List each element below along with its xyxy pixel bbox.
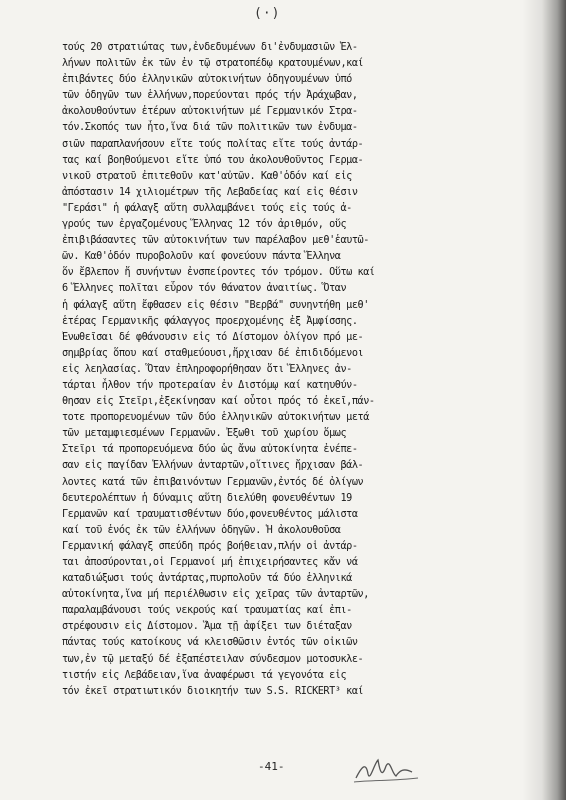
text-line: ἑτέρας Γερμανικῆς φάλαγγος προερχομένης ἐξ Ἀμφίσσης.: [62, 315, 358, 327]
text-line: τας καί βοηθούμενοι εἴτε ὑπό του ἀκολουθοῦντος Γερμα-: [62, 154, 364, 166]
text-line: ἐπιβιβάσαντες τῶν αὐτοκινήτων των παρέλαβον μεθ'ἑαυτῶ-: [62, 235, 369, 247]
text-line: θησαν εἰς Στεῖρι,ἐξεκίνησαν καί οὗτοι πρός τό ἐκεῖ,πάν-: [62, 396, 375, 408]
text-line: τῶν ὁδηγῶν των ἑλλήνων,πορεύονται πρός τήν Ἀράχωβαν,: [62, 90, 358, 102]
text-line: ἀκολουθούντων ἑτέρων αὐτοκινήτων μέ Γερμανικόν Στρα-: [62, 106, 358, 118]
text-line: πάντας τούς κατοίκους νά κλεισθῶσιν ἐντός τῶν οἰκιῶν: [62, 637, 358, 649]
text-line: ἡ φάλαγξ αὕτη ἔφθασεν εἰς θέσιν "Βερβά" συνηντήθη μεθ': [62, 299, 369, 311]
text-line: σιῶν παραπλανήσουν εἴτε τούς πολίτας εἴτε τούς ἀντάρ-: [62, 138, 364, 150]
top-mark: (·): [254, 6, 281, 21]
text-line: καταδιώξωσι τούς ἀντάρτας,πυρπολοῦν τά δύο ἑλληνικά: [62, 573, 352, 585]
text-line: Γερμανική φάλαγξ σπεύδη πρός βοήθειαν,πλήν οἱ ἀντάρ-: [62, 540, 358, 552]
handwritten-signature: [352, 752, 422, 786]
text-line: τούς 20 στρατιώτας των,ἐνδεδυμένων δι'ἐνδυμασιῶν Ἑλ-: [62, 42, 358, 53]
text-line: ται ἀποσύρονται,οἱ Γερμανοί μή ἐπιχειρήσαντες κἄν νά: [62, 557, 358, 568]
text-line: στρέφουσιν εἰς Δίστομον. Ἅμα τῇ ἀφίξει των διέταξαν: [62, 621, 352, 633]
text-line: Γερμανῶν καί τραυματισθέντων δύο,φονευθέντος μάλιστα: [62, 508, 358, 520]
text-line: σημβρίας ὅπου καί σταθμεύουσι,ἤρχισαν δέ ἐπιδιδόμενοι: [62, 347, 364, 359]
text-line: παραλαμβάνουσι τούς νεκρούς καί τραυματίας καί ἐπι-: [62, 605, 352, 617]
text-line: νικοῦ στρατοῦ ἐπιτεθοῦν κατ'αὐτῶν. Καθ'ὁδόν καί εἰς: [62, 170, 352, 182]
text-line: εἰς λεηλασίας. Ὅταν ἐπληροφορήθησαν ὅτι Ἕλληνες ἀν-: [62, 363, 352, 375]
text-line: ῶν. Καθ'ὁδόν πυροβολοῦν καί φονεύουν πάντα Ἕλληνα: [62, 251, 341, 263]
text-line: καί τοῦ ἑνός ἐκ τῶν ἑλλήνων ὁδηγῶν. Ἡ ἀκολουθοῦσα: [62, 524, 341, 536]
page-number: -41-: [258, 760, 285, 773]
text-line: ὅν ἔβλεπον ἤ συνήντων ἐνσπείροντες τόν τρόμον. Οὕτω καί: [62, 267, 375, 279]
text-line: γρούς των ἐργαζομένους Ἕλληνας 12 τόν ἀριθμόν, οὕς: [62, 219, 347, 231]
text-line: λοντες κατά τῶν ἐπιβαινόντων Γερμανῶν,ἐντός δέ ὀλίγων: [62, 476, 364, 488]
text-line: 6 Ἕλληνες πολῖται εὗρον τόν θάνατον ἀναιτίως. Ὅταν: [62, 283, 347, 295]
text-line: λήνων πολιτῶν ἐκ τῶν ἐν τῷ στρατοπέδῳ κρατουμένων,καί: [62, 58, 364, 70]
text-line: ἐπιβάντες δύο ἑλληνικῶν αὐτοκινήτων ὁδηγουμένων ὑπό: [62, 74, 352, 86]
text-line: τόν.Σκοπός των ἦτο,ἵνα διά τῶν πολιτικῶν των ἐνδυμα-: [62, 122, 358, 134]
page-edge-shadow: [522, 0, 566, 800]
text-line: τόν ἐκεῖ στρατιωτικόν διοικητήν των S.S. RICKERT³ καί: [62, 685, 364, 697]
text-line: αὐτοκίνητα,ἵνα μή περιέλθωσιν εἰς χεῖρας τῶν ἀνταρτῶν,: [62, 589, 369, 601]
text-line: τάρται ἦλθον τήν προτεραίαν ἐν Διστόμῳ καί κατηυθύν-: [62, 379, 358, 391]
text-line: τῶν μεταμφιεσμένων Γερμανῶν. Ἐξωθι τοῦ χωρίου ὅμως: [62, 428, 347, 440]
typewritten-text-body: [62, 40, 492, 700]
text-line: σαν εἰς παγίδαν Ἑλλήνων ἀνταρτῶν,οἵτινες ἤρχισαν βάλ-: [62, 460, 364, 472]
text-line: των,ἐν τῷ μεταξύ δέ ἐξαπέστειλαν σύνδεσμον μοτοσυκλε-: [62, 653, 364, 665]
text-line: δευτερολέπτων ἡ δύναμις αὕτη διελύθη φονευθέντων 19: [62, 492, 352, 504]
text-line: Ἑνωθεῖσαι δέ φθάνουσιν εἰς τό Δίστομον ὀλίγον πρό με-: [62, 331, 364, 343]
text-line: ἀπόστασιν 14 χιλιομέτρων τῆς Λεβαδείας καί εἰς θέσιν: [62, 186, 358, 198]
text-line: τιστήν εἰς Λεβάδειαν,ἵνα ἀναφέρωσι τά γεγονότα εἰς: [62, 669, 347, 681]
text-line: τοτε προπορευομένων τῶν δύο ἑλληνικῶν αὐτοκινήτων μετά: [62, 412, 369, 424]
text-line: "Γεράσι" ἡ φάλαγξ αὕτη συλλαμβάνει τούς εἰς τούς ἀ-: [62, 202, 352, 214]
text-line: Στεῖρι τά προπορευόμενα δύο ὡς ἄνω αὐτοκίνητα ἐνέπε-: [62, 444, 358, 456]
